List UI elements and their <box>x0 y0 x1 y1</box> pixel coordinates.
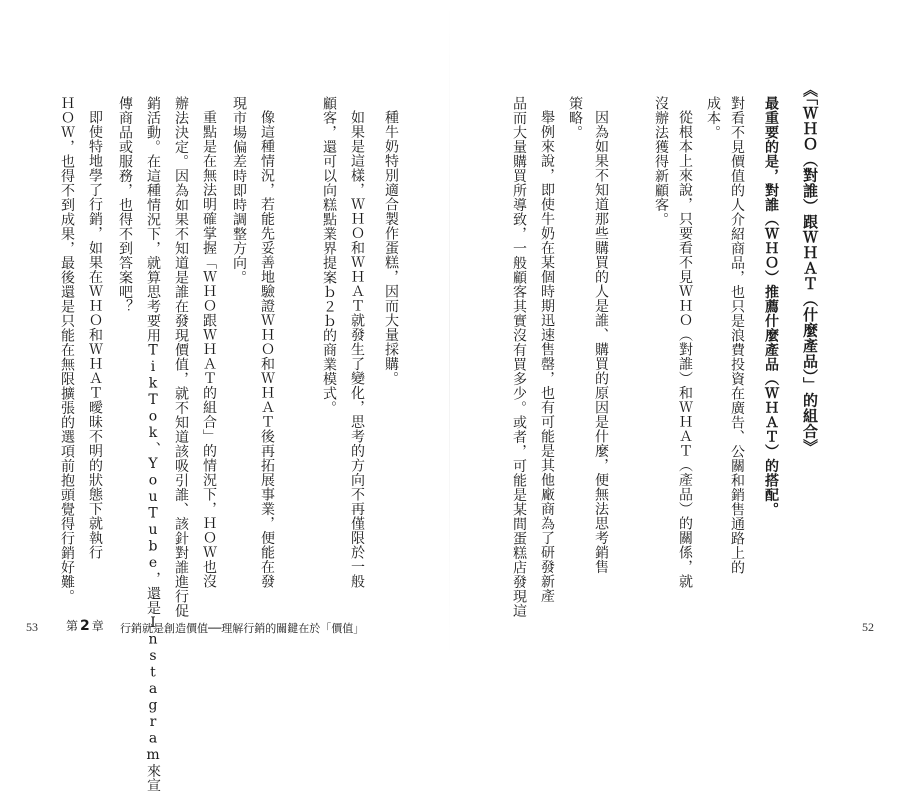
chapter-prefix: 第 <box>66 619 79 633</box>
left-text-line-5: 現市場偏差時即時調整方向。 <box>231 96 247 285</box>
running-header-chapter-title: 行銷就是創造價值──理解行銷的關鍵在於「價值」 <box>120 622 365 635</box>
chapter-label <box>66 617 104 634</box>
left-text-line-2: 如果是這樣，ＷＨＯ和ＷＨＡＴ就發生了變化，思考的方向不再僅限於一般 <box>349 110 365 589</box>
left-text-line-7: 辦法決定。因為如果不知道是誰在發現價值，就不知道該吸引誰、該針對誰進行促 <box>173 96 189 618</box>
left-text-line-6: 重點是在無法明確掌握「ＷＨＯ跟ＷＨＡＴ的組合」的情況下，ＨＯＷ也沒 <box>201 110 217 589</box>
right-text-line-5: 因為如果不知道那些購買的人是誰、購買的原因是什麼，便無法思考銷售 <box>593 110 609 574</box>
left-text-line-8: 銷活動。在這種情況下，就算思考要用TikTok、YouTube，還是Instagram來宣 <box>145 96 161 793</box>
section-heading: 《「ＷＨＯ（對誰）跟ＷＨＡＴ（什麼產品）」的組合》 <box>801 82 819 455</box>
right-text-line-1: 對看不見價值的人介紹商品，也只是浪費投資在廣告、公關和銷售通路上的 <box>729 96 745 575</box>
left-text-line-11: ＨＯＷ，也得不到成果，最後還是只能在無限擴張的選項前抱頭覺得行銷好難。 <box>59 96 75 604</box>
right-text-line-2: 成本。 <box>705 96 721 140</box>
left-text-line-1: 種牛奶特別適合製作蛋糕，因而大量採購。 <box>383 110 399 386</box>
subheading-line-1: 最重要的是，對誰（ＷＨＯ）推薦什麼產品（ＷＨＡＴ）的搭配。 <box>763 96 779 517</box>
left-text-line-3: 顧客，還可以向糕點業界提案ｂ２ｂ的商業模式。 <box>321 96 337 415</box>
page-number-right: 52 <box>862 620 874 634</box>
right-text-line-4: 沒辦法獲得新顧客。 <box>653 96 669 227</box>
left-text-line-10: 即使特地學了行銷，如果在ＷＨＯ和ＷＨＡＴ曖昧不明的狀態下就執行 <box>87 110 103 560</box>
right-text-line-6: 策略。 <box>567 96 583 140</box>
right-text-line-8: 品而大量購買所導致，一般顧客其實沒有買多少。或者，可能是某間蛋糕店發現這 <box>511 96 527 618</box>
right-text-line-7: 舉例來說，即使牛奶在某個時期迅速售罄，也有可能是其他廠商為了研發新產 <box>539 110 555 603</box>
page-gutter <box>449 0 450 661</box>
left-text-line-4: 像這種情況，若能先妥善地驗證ＷＨＯ和ＷＨＡＴ後再拓展事業，便能在發 <box>259 110 275 589</box>
page-number-left: 53 <box>26 620 38 634</box>
chapter-number: 2 <box>80 618 90 634</box>
chapter-suffix: 章 <box>91 619 104 633</box>
right-text-line-3: 從根本上來說，只要看不見ＷＨＯ（對誰）和ＷＨＡＴ（產品）的關係，就 <box>677 110 693 589</box>
left-text-line-9: 傳商品或服務，也得不到答案吧？ <box>117 96 133 314</box>
